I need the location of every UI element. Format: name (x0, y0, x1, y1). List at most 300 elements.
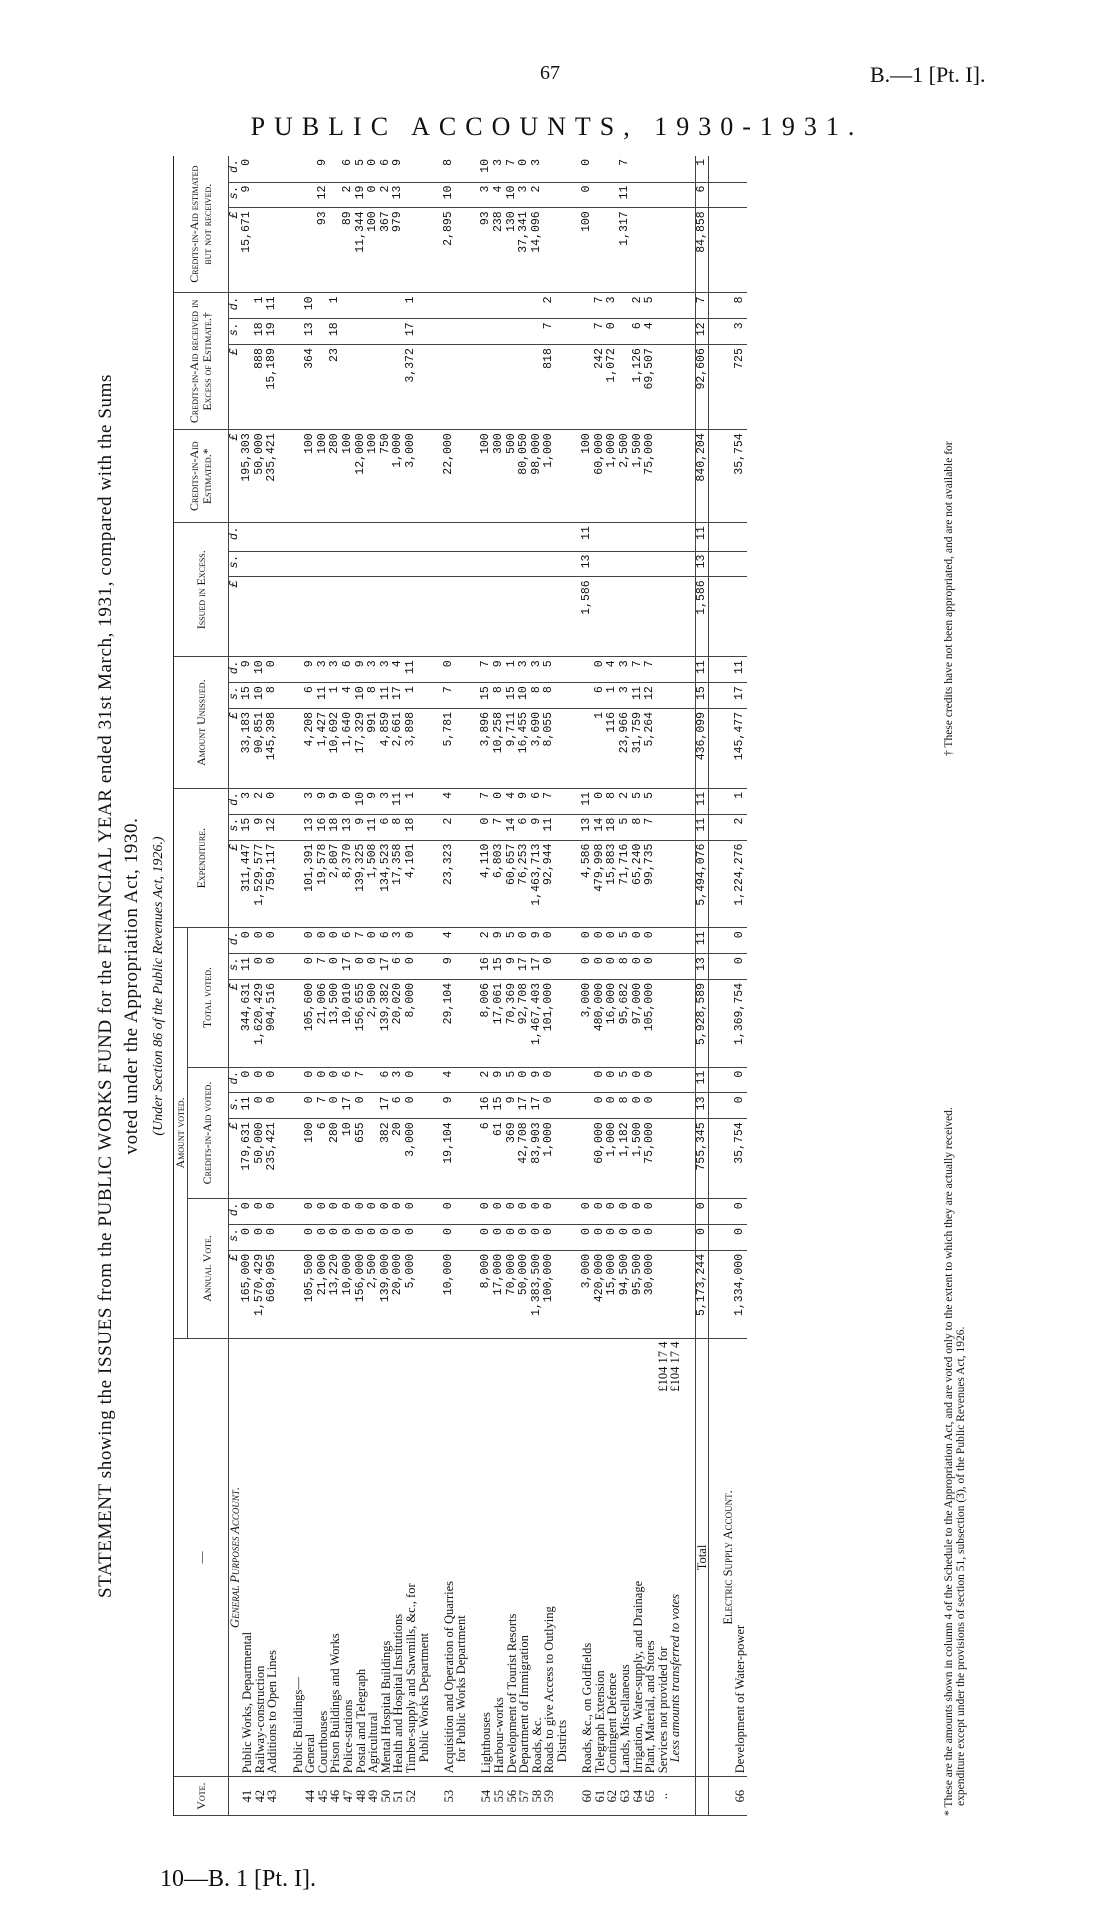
empty-cell (709, 814, 722, 840)
empty-cell (669, 788, 682, 814)
amount-cell: 13 (695, 954, 709, 980)
amount-cell: 9 (367, 788, 380, 814)
amount-cell: 242 (594, 345, 607, 430)
amount-cell: 101,000 (543, 979, 556, 1067)
amount-cell: 11 (405, 657, 418, 683)
amount-cell: 3 (531, 657, 544, 683)
amount-cell (581, 1067, 594, 1093)
amount-cell: 0 (367, 156, 380, 182)
amount-cell: 300 (493, 430, 506, 523)
empty-cell (657, 1250, 670, 1338)
amount-cell: 0 (342, 1225, 355, 1251)
amount-cell: 165,000 (241, 1250, 254, 1338)
amount-cell: 10 (342, 1119, 355, 1199)
amount-cell (531, 577, 544, 657)
amount-cell: 3 (619, 683, 632, 709)
empty-cell (418, 928, 431, 954)
amount-cell: 30,000 (644, 1250, 657, 1338)
amount-cell (367, 293, 380, 319)
amount-cell: 14,096 (531, 208, 544, 293)
empty-cell (669, 1250, 682, 1338)
amount-cell: 2 (443, 814, 456, 840)
amount-cell: 436,099 (695, 708, 709, 788)
table-row (581, 156, 594, 1816)
vote-description: General (304, 1338, 317, 1777)
amount-cell (506, 523, 519, 551)
amount-cell: 17,000 (493, 1250, 506, 1338)
empty-cell (279, 1119, 292, 1199)
amount-cell: 1,383,500 (531, 1250, 544, 1338)
amount-cell: 0 (329, 1093, 342, 1119)
amount-cell: 759,117 (266, 840, 279, 928)
empty-cell (657, 577, 670, 657)
amount-cell: 21,006 (317, 979, 330, 1067)
amount-cell: 0 (317, 1199, 330, 1225)
amount-cell: 3 (329, 657, 342, 683)
empty-cell (669, 1777, 682, 1816)
empty-cell (682, 1777, 695, 1816)
total-row (695, 156, 709, 1816)
amount-cell: 0 (254, 1225, 267, 1251)
statutory-reference: (Under Section 86 of the Public Revenues Act, 1926.) (151, 836, 166, 1136)
empty-cell (657, 430, 670, 523)
amount-cell: 0 (241, 1067, 254, 1093)
amount-cell: 1 (594, 708, 607, 788)
amount-cell: 4,586 (581, 840, 594, 928)
amount-cell: 6 (380, 928, 393, 954)
empty-cell (418, 430, 431, 523)
amount-cell: 7 (317, 1093, 330, 1119)
amount-cell: 9 (241, 182, 254, 208)
amount-cell: 65,240 (632, 840, 645, 928)
amount-cell (304, 523, 317, 551)
amount-cell (581, 708, 594, 788)
vote-description: Health and Hospital Institutions (392, 1338, 405, 1777)
amount-cell (355, 293, 368, 319)
empty-cell (430, 208, 443, 293)
empty-cell (556, 293, 569, 319)
vote-number: 59 (543, 1777, 556, 1816)
amount-cell (594, 551, 607, 577)
empty-cell (430, 954, 443, 980)
vote-number: 52 (405, 1777, 418, 1816)
empty-cell (418, 954, 431, 980)
empty-cell (682, 954, 695, 980)
amount-cell (254, 182, 267, 208)
amount-cell: 3 (619, 657, 632, 683)
amount-cell: 0 (266, 1093, 279, 1119)
empty-cell (669, 208, 682, 293)
section-heading: General Purposes Account. (228, 1338, 241, 1777)
header-credits-excess: Credits-in-Aid received in Excess of Estimate.† (174, 293, 229, 430)
amount-cell: 4,208 (304, 708, 317, 788)
empty-cell (455, 814, 468, 840)
amount-cell: 13 (581, 814, 594, 840)
empty-cell (682, 551, 695, 577)
empty-cell (455, 551, 468, 577)
amount-cell: 22,000 (443, 430, 456, 523)
amount-cell: 11 (241, 1093, 254, 1119)
amount-cell (443, 551, 456, 577)
header-credits-estimated: Credits-in-Aid Estimated.* (174, 430, 229, 523)
amount-cell (619, 577, 632, 657)
amount-cell: 0 (619, 1225, 632, 1251)
amount-cell: 100 (581, 430, 594, 523)
amount-cell: 3 (304, 788, 317, 814)
empty-cell (556, 788, 569, 814)
empty-cell (709, 577, 722, 657)
amount-cell: 1,317 (619, 208, 632, 293)
amount-cell: 7 (493, 814, 506, 840)
empty-cell (657, 208, 670, 293)
empty-cell (682, 319, 695, 345)
amount-cell: 17,061 (493, 979, 506, 1067)
amount-cell: 0 (581, 1199, 594, 1225)
empty-cell (468, 1338, 481, 1777)
amount-cell: 1 (329, 683, 342, 709)
amount-cell: 2 (380, 182, 393, 208)
amount-cell: 0 (632, 1093, 645, 1119)
empty-cell (455, 979, 468, 1067)
amount-cell: 3 (606, 293, 619, 319)
amount-cell: 18 (329, 319, 342, 345)
amount-cell: 0 (518, 928, 531, 954)
empty-cell (682, 840, 695, 928)
amount-cell (506, 293, 519, 319)
amount-cell: 21,000 (317, 1250, 330, 1338)
amount-cell: 4 (443, 788, 456, 814)
amount-cell (241, 345, 254, 430)
empty-cell (556, 1199, 569, 1225)
amount-cell: 2 (734, 814, 747, 840)
amount-cell (367, 1119, 380, 1199)
amount-cell: 888 (254, 345, 267, 430)
empty-cell (279, 577, 292, 657)
unit-label: £ (228, 1250, 241, 1338)
empty-cell (418, 208, 431, 293)
table-row (493, 156, 506, 1816)
amount-cell: 12 (695, 319, 709, 345)
amount-cell: 5,494,076 (695, 840, 709, 928)
vote-description: Roads, &c. (531, 1338, 544, 1777)
amount-cell: 1,529,577 (254, 840, 267, 928)
amount-cell: 17 (518, 954, 531, 980)
empty-cell (722, 551, 735, 577)
amount-cell: 0 (543, 928, 556, 954)
amount-cell (355, 577, 368, 657)
amount-cell: 7 (355, 1067, 368, 1093)
amount-cell: 145,477 (734, 708, 747, 788)
empty-cell (279, 683, 292, 709)
amount-cell: 12 (644, 683, 657, 709)
amount-cell (734, 182, 747, 208)
table-row (405, 156, 418, 1816)
amount-cell: 0 (266, 788, 279, 814)
amount-cell: 0 (632, 1199, 645, 1225)
amount-cell (342, 577, 355, 657)
unit-label: d. (228, 1199, 241, 1225)
vote-description: Irrigation, Water-supply, and Drainage (632, 1338, 645, 1777)
amount-cell: 100 (304, 1119, 317, 1199)
vote-number: 54 (480, 1777, 493, 1816)
amount-cell: 0 (355, 1093, 368, 1119)
empty-cell (418, 1250, 431, 1338)
empty-cell (657, 814, 670, 840)
amount-cell: 0 (480, 1199, 493, 1225)
amount-cell: 9,711 (506, 708, 519, 788)
amount-cell: 70,369 (506, 979, 519, 1067)
empty-cell (709, 979, 722, 1067)
amount-cell: 3 (317, 657, 330, 683)
empty-cell (556, 657, 569, 683)
amount-cell: 0 (405, 928, 418, 954)
amount-cell: 0 (632, 1067, 645, 1093)
empty-cell (556, 577, 569, 657)
amount-cell: 9 (531, 814, 544, 840)
amount-cell: 6 (518, 814, 531, 840)
empty-cell (556, 551, 569, 577)
vote-number: 51 (392, 1777, 405, 1816)
empty-cell (430, 577, 443, 657)
amount-cell: 10,692 (329, 708, 342, 788)
amount-cell: 60,000 (594, 1119, 607, 1199)
amount-cell (355, 319, 368, 345)
table-row (543, 156, 556, 1816)
empty-cell (709, 954, 722, 980)
amount-cell: 134,523 (380, 840, 393, 928)
amount-cell (644, 577, 657, 657)
amount-cell: 13 (304, 814, 317, 840)
amount-cell: 50,000 (518, 1250, 531, 1338)
amount-cell: 0 (443, 657, 456, 683)
amount-cell: 76,253 (518, 840, 531, 928)
vote-number: 50 (380, 1777, 393, 1816)
table-row-continuation (455, 156, 468, 1816)
amount-cell (241, 577, 254, 657)
amount-cell: 0 (480, 814, 493, 840)
amount-cell (367, 1093, 380, 1119)
amount-cell: 0 (405, 1093, 418, 1119)
vote-number: 66 (734, 1777, 747, 1816)
empty-cell (682, 345, 695, 430)
amount-cell: 8,055 (543, 708, 556, 788)
less-description (669, 1338, 682, 1777)
amount-cell (734, 208, 747, 293)
amount-cell: 42,708 (518, 1119, 531, 1199)
empty-cell (455, 430, 468, 523)
amount-cell: 6 (342, 1067, 355, 1093)
amount-cell: 50,000 (254, 430, 267, 523)
amount-cell: 10,000 (342, 1250, 355, 1338)
empty-cell (430, 523, 443, 551)
empty-cell (279, 208, 292, 293)
empty-cell (430, 1199, 443, 1225)
amount-cell: 2 (619, 788, 632, 814)
amount-cell: 2,807 (329, 840, 342, 928)
amount-cell: 0 (367, 1225, 380, 1251)
empty-cell (682, 156, 695, 182)
amount-cell: 7 (506, 156, 519, 182)
vote-description: Harbour-works (493, 1338, 506, 1777)
footnote-dagger: † These credits have not been appropriated, and are not available for (943, 441, 955, 756)
amount-cell: 5 (506, 928, 519, 954)
empty-cell (709, 840, 722, 928)
amount-cell (443, 523, 456, 551)
amount-cell: 1 (405, 293, 418, 319)
statement-subheading: voted under the Appropriation Act, 1930. (121, 817, 142, 1155)
amount-cell: 2 (254, 788, 267, 814)
empty-cell (418, 683, 431, 709)
empty-cell (430, 840, 443, 928)
empty-cell (669, 1199, 682, 1225)
empty-cell (682, 979, 695, 1067)
amount-cell: 0 (329, 1225, 342, 1251)
empty-cell (682, 577, 695, 657)
empty-cell (657, 954, 670, 980)
empty-cell (418, 1777, 431, 1816)
amount-cell: 69,507 (644, 345, 657, 430)
amount-cell (241, 523, 254, 551)
amount-cell: 0 (581, 928, 594, 954)
empty-cell (279, 979, 292, 1067)
amount-cell: 100 (367, 208, 380, 293)
amount-cell (594, 156, 607, 182)
vote-description: Courthouses (317, 1338, 330, 1777)
empty-cell (279, 156, 292, 182)
amount-cell (632, 182, 645, 208)
empty-cell (709, 708, 722, 788)
amount-cell: 0 (734, 1067, 747, 1093)
amount-cell: 3,372 (405, 345, 418, 430)
amount-cell: 3 (493, 156, 506, 182)
amount-cell: 2 (480, 1067, 493, 1093)
amount-cell: 0 (644, 928, 657, 954)
amount-cell: 1 (506, 657, 519, 683)
amount-cell: 0 (581, 954, 594, 980)
empty-cell (709, 1777, 722, 1816)
services-label: Services not provided for (655, 1646, 670, 1774)
amount-cell: 280 (329, 430, 342, 523)
amount-cell: 145,398 (266, 708, 279, 788)
amount-cell: 0 (506, 1199, 519, 1225)
amount-cell: 23 (329, 345, 342, 430)
amount-cell: 0 (581, 182, 594, 208)
amount-cell: 0 (241, 928, 254, 954)
amount-cell: 17 (342, 1093, 355, 1119)
amount-cell: 0 (241, 1225, 254, 1251)
amount-cell (480, 577, 493, 657)
amount-cell (443, 319, 456, 345)
empty-cell (569, 1119, 582, 1199)
amount-cell: 0 (266, 1199, 279, 1225)
amount-cell: 1,000 (606, 1119, 619, 1199)
amount-cell: 655 (355, 1119, 368, 1199)
vote-number: 41 (241, 1777, 254, 1816)
amount-cell: 0 (606, 319, 619, 345)
amount-cell: 17 (531, 1093, 544, 1119)
empty-cell (709, 345, 722, 430)
amount-cell: 7 (594, 293, 607, 319)
amount-cell: 94,500 (619, 1250, 632, 1338)
amount-cell (355, 345, 368, 430)
amount-cell: 3 (380, 788, 393, 814)
amount-cell: 1,000 (543, 430, 556, 523)
vote-number: 43 (266, 1777, 279, 1816)
amount-cell: 4 (493, 182, 506, 208)
amount-cell (380, 577, 393, 657)
vote-number: 65 (644, 1777, 657, 1816)
spacer-row (682, 156, 695, 1816)
amount-cell: 20,000 (392, 1250, 405, 1338)
empty-cell (695, 1777, 709, 1816)
empty-cell (455, 182, 468, 208)
section-heading: Electric Supply Account. (722, 1338, 735, 1777)
table-row (619, 156, 632, 1816)
empty-cell (569, 345, 582, 430)
vote-description: Roads to give Access to Outlying (543, 1338, 556, 1777)
amount-cell: 7 (594, 319, 607, 345)
amount-cell (644, 156, 657, 182)
amount-cell: 17,329 (355, 708, 368, 788)
table-body (228, 156, 747, 1816)
empty-cell (279, 657, 292, 683)
empty-cell (455, 293, 468, 319)
empty-cell (455, 345, 468, 430)
amount-cell: 0 (581, 156, 594, 182)
amount-cell: 0 (266, 928, 279, 954)
amount-cell: 6 (342, 156, 355, 182)
amount-cell: 95,682 (619, 979, 632, 1067)
amount-cell: 3,690 (531, 708, 544, 788)
unit-label: s. (228, 551, 241, 577)
amount-cell: 3,000 (581, 979, 594, 1067)
vote-number: 42 (254, 1777, 267, 1816)
empty-cell (709, 156, 722, 182)
amount-cell (518, 577, 531, 657)
empty-cell (418, 1093, 431, 1119)
empty-cell (682, 814, 695, 840)
amount-cell: 344,631 (241, 979, 254, 1067)
amount-cell (292, 208, 305, 293)
amount-cell: 6 (317, 1119, 330, 1199)
amount-cell: 3 (241, 788, 254, 814)
footnote-star: * These are the amounts shown in column 4 of the Schedule to the Appropriation Act, and are voted only to the extent to which they are actually received. (943, 1107, 955, 1816)
empty-cell (430, 293, 443, 319)
empty-cell (657, 551, 670, 577)
empty-cell (722, 208, 735, 293)
amount-cell (619, 319, 632, 345)
less-amount: £104 17 4 (668, 1341, 683, 1392)
unit-label: d. (228, 156, 241, 182)
amount-cell: 100,000 (543, 1250, 556, 1338)
amount-cell: 17 (531, 954, 544, 980)
amount-cell: 50,000 (254, 1119, 267, 1199)
empty-cell (279, 182, 292, 208)
amount-cell: 11 (734, 657, 747, 683)
amount-cell (405, 523, 418, 551)
amount-cell: 0 (355, 954, 368, 980)
empty-cell (468, 523, 481, 551)
amount-cell: 10 (254, 683, 267, 709)
amount-cell: 9 (355, 814, 368, 840)
empty-cell (455, 928, 468, 954)
amount-cell: 13,500 (329, 979, 342, 1067)
empty-cell (556, 979, 569, 1067)
empty-cell (455, 1093, 468, 1119)
amount-cell: 0 (317, 1067, 330, 1093)
unit-label: d. (228, 1067, 241, 1093)
empty-cell (682, 1093, 695, 1119)
